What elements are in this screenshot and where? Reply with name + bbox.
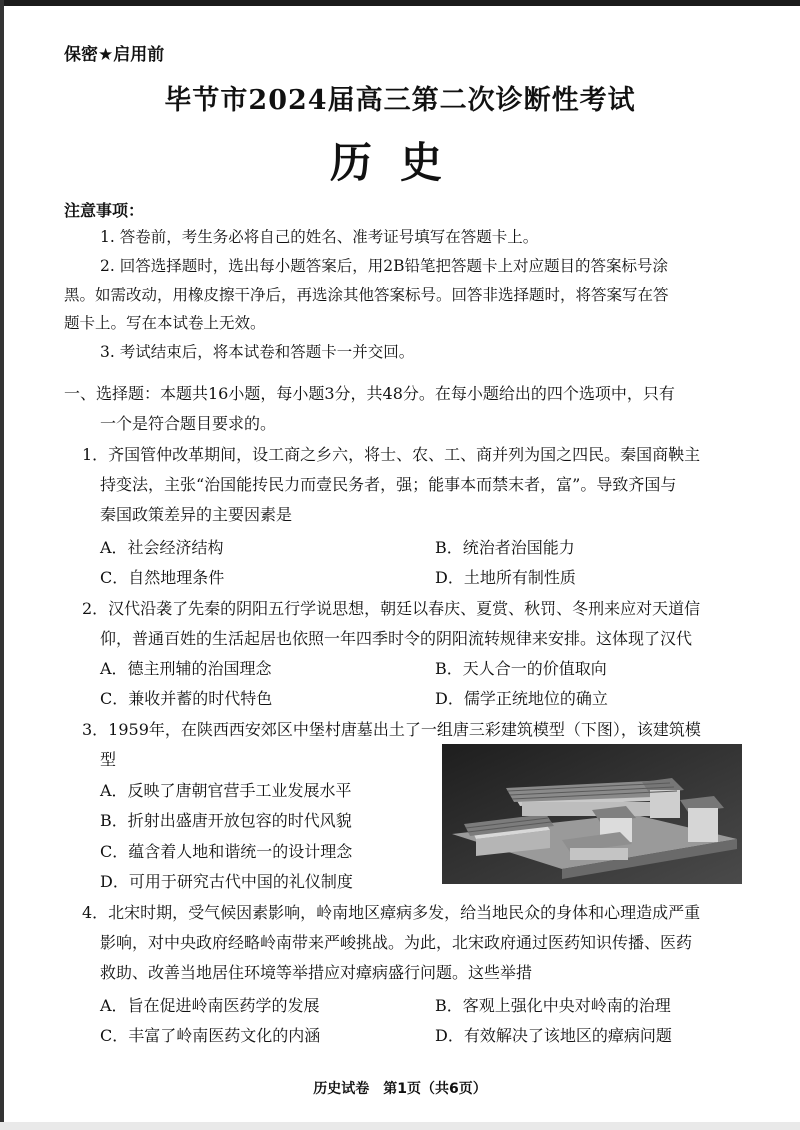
question-3-line-2: 型 — [100, 750, 117, 769]
confidential-label: 保密★启用前 — [64, 45, 165, 65]
question-1-line-1: 1．齐国管仲改革期间，设工商之乡六，将士、农、工、商并列为国之四民。秦国商鞅主 — [82, 445, 701, 464]
question-4-option-b: B．客观上强化中央对岭南的治理 — [435, 996, 671, 1015]
question-3-option-c: C．蕴含着人地和谐统一的设计理念 — [100, 842, 353, 861]
question-2-option-b: B．天人合一的价值取向 — [435, 659, 607, 678]
page-top-border — [0, 0, 800, 6]
note-2-line-1: 2. 回答选择题时，选出每小题答案后，用2B铅笔把答题卡上对应题目的答案标号涂 — [100, 257, 668, 275]
question-2-option-c: C．兼收并蓄的时代特色 — [100, 689, 273, 708]
question-1-option-b: B．统治者治国能力 — [435, 538, 575, 557]
page-bottom-border — [0, 1122, 800, 1130]
question-4-option-d: D．有效解决了该地区的瘴病问题 — [435, 1026, 672, 1045]
question-1-option-a: A．社会经济结构 — [100, 538, 224, 557]
question-3-option-d: D．可用于研究古代中国的礼仪制度 — [100, 872, 353, 891]
question-2-line-2: 仰，普通百姓的生活起居也依照一年四季时令的阴阳流转规律来安排。这体现了汉代 — [100, 629, 693, 648]
question-2-option-d: D．儒学正统地位的确立 — [435, 689, 608, 708]
question-2-line-1: 2．汉代沿袭了先秦的阴阳五行学说思想，朝廷以春庆、夏赏、秋罚、冬刑来应对天道信 — [82, 599, 701, 618]
question-4-line-3: 救助、改善当地居住环境等举措应对瘴病盛行问题。这些举措 — [100, 963, 533, 982]
question-2-option-a: A．德主刑辅的治国理念 — [100, 659, 272, 678]
exam-title: 毕节市2024届高三第二次诊断性考试 — [164, 85, 636, 116]
note-2-line-3: 题卡上。写在本试卷上无效。 — [64, 314, 266, 332]
section-heading-line-1: 一、选择题：本题共16小题，每小题3分，共48分。在每小题给出的四个选项中，只有 — [64, 384, 675, 403]
question-3-line-1: 3．1959年，在陕西西安郊区中堡村唐墓出土了一组唐三彩建筑模型（下图），该建筑模 — [82, 720, 701, 739]
question-1-option-c: C．自然地理条件 — [100, 568, 225, 587]
tang-sancai-building-model-photo — [442, 744, 742, 884]
building-model-image — [442, 744, 742, 884]
question-3-option-a: A．反映了唐朝官营手工业发展水平 — [100, 781, 352, 800]
question-4-option-a: A．旨在促进岭南医药学的发展 — [100, 996, 320, 1015]
note-3: 3. 考试结束后，将本试卷和答题卡一并交回。 — [100, 343, 415, 361]
question-1-line-2: 持变法，主张“治国能抟民力而壹民务者，强；能事本而禁末者，富”。导致齐国与 — [100, 475, 677, 494]
question-1-option-d: D．土地所有制性质 — [435, 568, 576, 587]
page-footer: 历史试卷 第1页（共6页） — [313, 1081, 487, 1097]
question-3-option-b: B．折射出盛唐开放包容的时代风貌 — [100, 811, 352, 830]
note-1: 1. 答卷前，考生务必将自己的姓名、准考证号填写在答题卡上。 — [100, 228, 539, 246]
section-heading-line-2: 一个是符合题目要求的。 — [100, 414, 277, 433]
question-4-line-1: 4．北宋时期，受气候因素影响，岭南地区瘴病多发，给当地民众的身体和心理造成严重 — [82, 903, 701, 922]
question-4-option-c: C．丰富了岭南医药文化的内涵 — [100, 1026, 321, 1045]
question-4-line-2: 影响，对中央政府经略岭南带来严峻挑战。为此，北宋政府通过医药知识传播、医药 — [100, 933, 693, 952]
subject-title: 历史 — [329, 138, 470, 187]
notes-heading: 注意事项： — [64, 201, 145, 220]
note-2-line-2: 黑。如需改动，用橡皮擦干净后，再选涂其他答案标号。回答非选择题时，将答案写在答 — [64, 286, 669, 304]
question-1-line-3: 秦国政策差异的主要因素是 — [100, 505, 293, 524]
